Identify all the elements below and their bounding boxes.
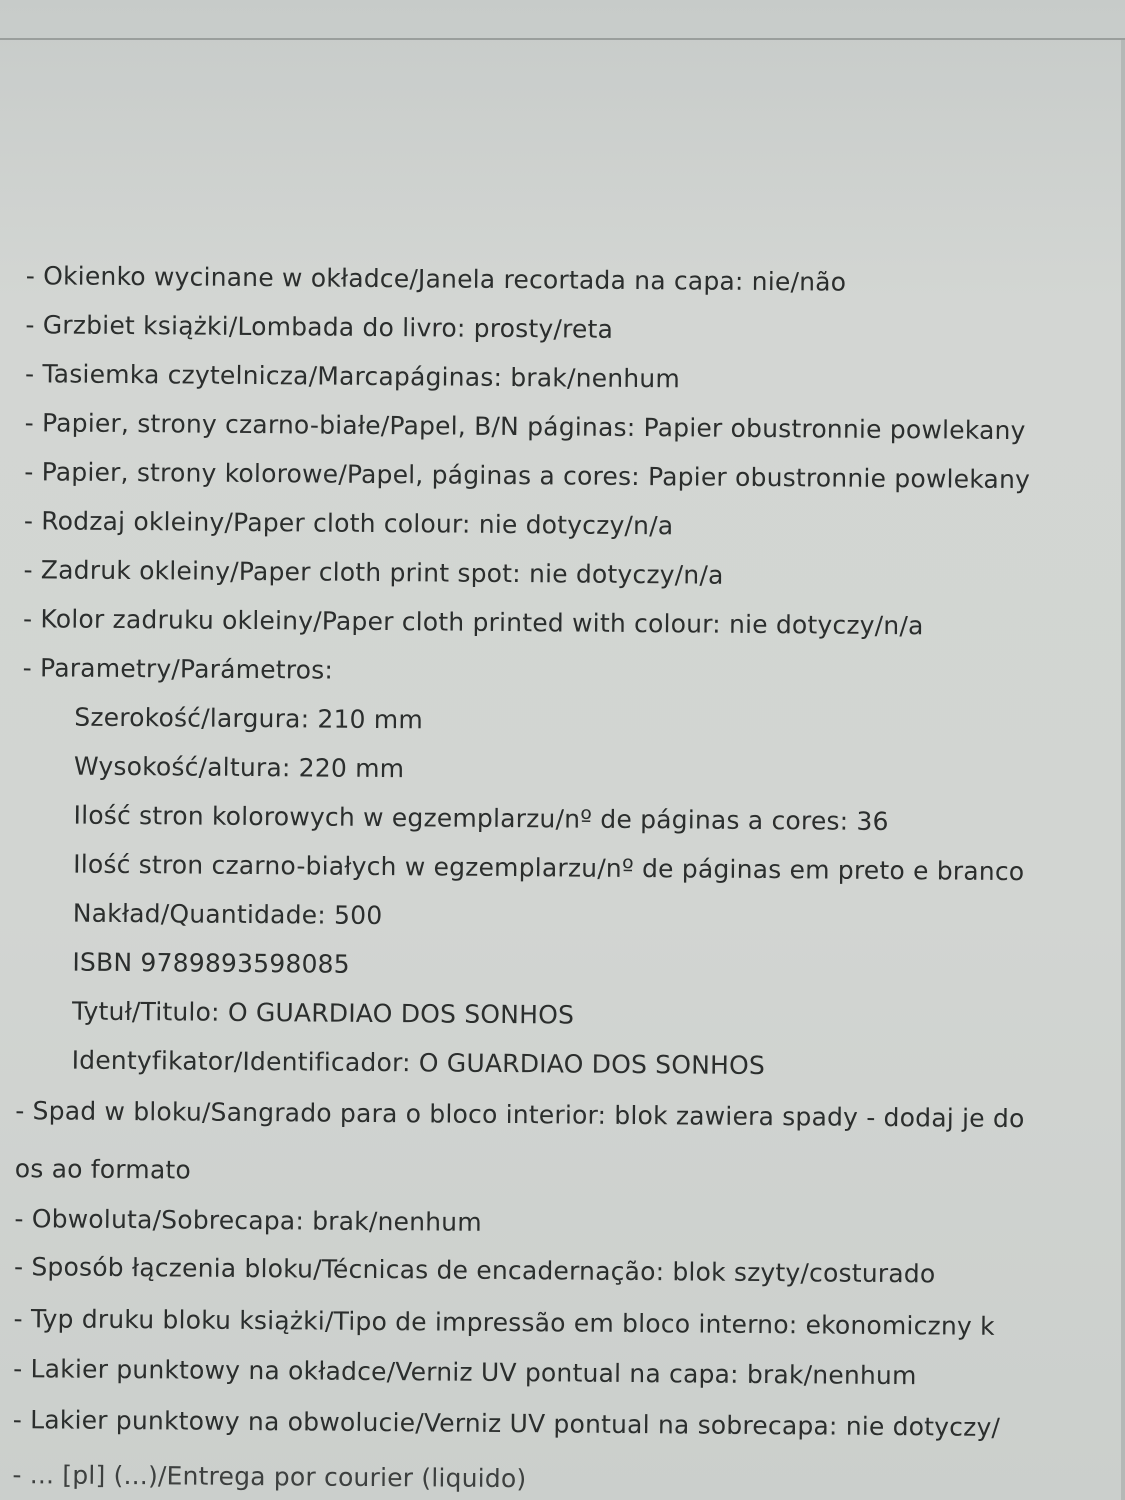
line-spine: - Grzbiet książki/Lombada do livro: prosty/reta [25, 310, 614, 344]
line-binding: - Sposób łączenia bloku/Técnicas de encadernação: blok szyty/costurado [13, 1252, 936, 1289]
line-bleed-continued: os ao formato [14, 1154, 192, 1185]
line-dust-jacket: - Obwoluta/Sobrecapa: brak/nenhum [14, 1204, 482, 1237]
line-paper-color: - Papier, strony kolorowe/Papel, páginas a cores: Papier obustronnie powlekany [24, 457, 1031, 495]
line-jacket-spot-uv: - Lakier punktowy na obwolucie/Verniz UV pontual na sobrecapa: nie dotyczy/ [12, 1405, 1001, 1442]
order-details-text [0, 252, 1125, 1500]
param-bw-pages: Ilość stron czarno-białych w egzemplarzu/nº de páginas em preto e branco [73, 849, 1025, 887]
param-quantity: Nakład/Quantidade: 500 [72, 898, 383, 931]
line-cloth-print: - Zadruk okleiny/Paper cloth print spot: nie dotyczy/n/a [23, 555, 724, 590]
param-height: Wysokość/altura: 220 mm [73, 751, 405, 784]
line-cover-window: - Okienko wycinane w okładce/Janela recortada na capa: nie/não [25, 261, 847, 297]
line-bleed: - Spad w bloku/Sangrado para o bloco interior: blok zawiera spady - dodaj je do [15, 1096, 1025, 1134]
window-edge [1121, 40, 1125, 1500]
param-title: Tytuł/Titulo: O GUARDIAO DOS SONHOS [71, 996, 575, 1030]
line-parameters-heading: - Parametry/Parámetros: [22, 653, 334, 685]
line-cover-spot-uv: - Lakier punktowy na okładce/Verniz UV pontual na capa: brak/nenhum [13, 1354, 917, 1391]
param-identifier: Identyfikator/Identificador: O GUARDIAO DOS SONHOS [71, 1045, 766, 1081]
param-color-pages: Ilość stron kolorowych w egzemplarzu/nº de páginas a cores: 36 [73, 800, 889, 836]
param-width: Szerokość/largura: 210 mm [74, 702, 424, 735]
line-delivery-cut-off: - ... [pl] (...)/Entrega por courier (liquido) [12, 1460, 527, 1494]
line-cloth-print-colour: - Kolor zadruku okleiny/Paper cloth printed with colour: nie dotyczy/n/a [23, 604, 924, 641]
line-cloth-type: - Rodzaj okleiny/Paper cloth colour: nie dotyczy/n/a [23, 506, 674, 541]
divider [0, 38, 1125, 40]
param-isbn: ISBN 9789893598085 [72, 947, 350, 979]
line-bookmark: - Tasiemka czytelnicza/Marcapáginas: brak/nenhum [24, 359, 681, 394]
line-print-type: - Typ druku bloku książki/Tipo de impressão em bloco interno: ekonomiczny k [13, 1304, 995, 1341]
line-paper-bw: - Papier, strony czarno-białe/Papel, B/N páginas: Papier obustronnie powlekany [24, 408, 1026, 446]
